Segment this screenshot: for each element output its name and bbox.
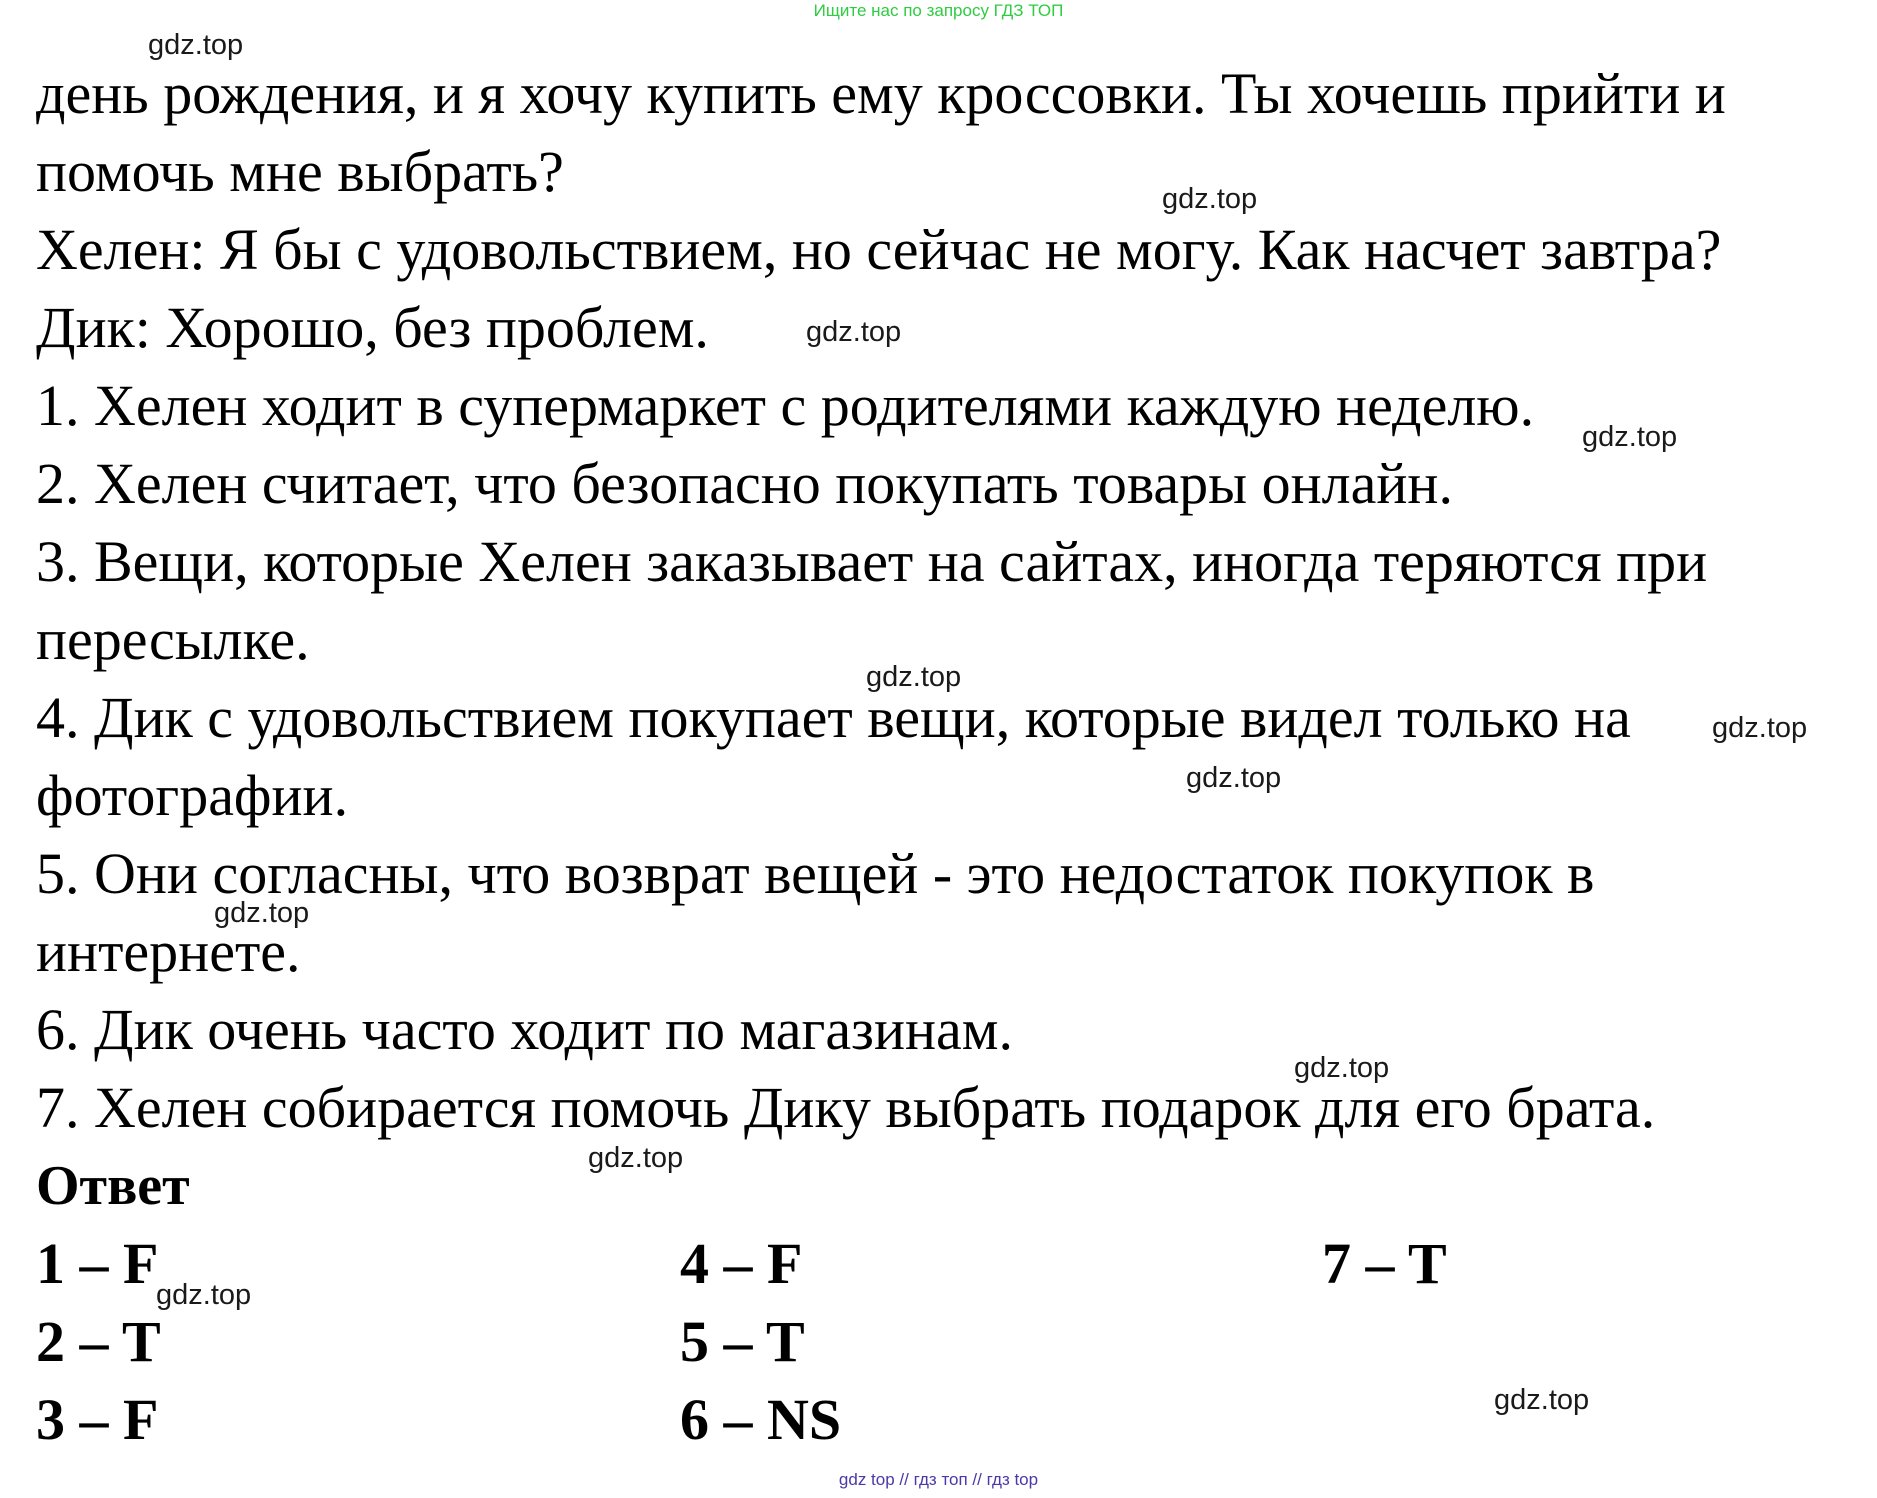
watermark: gdz.top [806,316,902,348]
watermark: gdz.top [148,29,244,61]
answer-5: 5 – T [680,1309,805,1374]
watermark: gdz.top [1162,183,1258,215]
watermark: gdz.top [1494,1384,1590,1416]
statement-2: 2. Хелен считает, что безопасно покупать товары онлайн. [36,451,1453,516]
statement-1: 1. Хелен ходит в супермаркет с родителями каждую неделю. [36,373,1535,438]
text-line: Хелен: Я бы с удовольствием, но сейчас не могу. Как насчет завтра? [36,217,1722,282]
text-line: день рождения, и я хочу купить ему кроссовки. Ты хочешь прийти и [36,61,1726,126]
footer-links: gdz top // гдз топ // гдз top [838,1470,1039,1489]
watermark: gdz.top [156,1279,252,1311]
answer-3: 3 – F [36,1387,159,1452]
watermark: gdz.top [1582,421,1678,453]
answer-1: 1 – F [36,1231,159,1296]
answer-4: 4 – F [680,1231,803,1296]
statement-3-cont: пересылке. [36,607,310,672]
answer-6: 6 – NS [680,1387,842,1452]
statement-5-cont: интернете. [36,919,301,984]
watermark: gdz.top [214,897,310,929]
answer-heading: Ответ [36,1155,190,1217]
statement-3: 3. Вещи, которые Хелен заказывает на сайтах, иногда теряются при [36,529,1708,594]
text-line: Дик: Хорошо, без проблем. [36,295,709,360]
top-banner: Ищите нас по запросу ГДЗ ТОП [813,1,1064,20]
statement-7: 7. Хелен собирается помочь Дику выбрать подарок для его брата. [36,1075,1656,1140]
watermark: gdz.top [1186,762,1282,794]
answer-7: 7 – T [1322,1231,1447,1296]
statement-5: 5. Они согласны, что возврат вещей - это недостаток покупок в [36,841,1595,906]
answer-2: 2 – T [36,1309,161,1374]
watermark: gdz.top [866,661,962,693]
watermark: gdz.top [588,1142,684,1174]
statement-4-cont: фотографии. [36,763,349,828]
watermark: gdz.top [1294,1052,1390,1084]
statement-4: 4. Дик с удовольствием покупает вещи, которые видел только на [36,685,1631,750]
statement-6: 6. Дик очень часто ходит по магазинам. [36,997,1013,1062]
watermark: gdz.top [1712,712,1808,744]
text-line: помочь мне выбрать? [36,139,564,204]
